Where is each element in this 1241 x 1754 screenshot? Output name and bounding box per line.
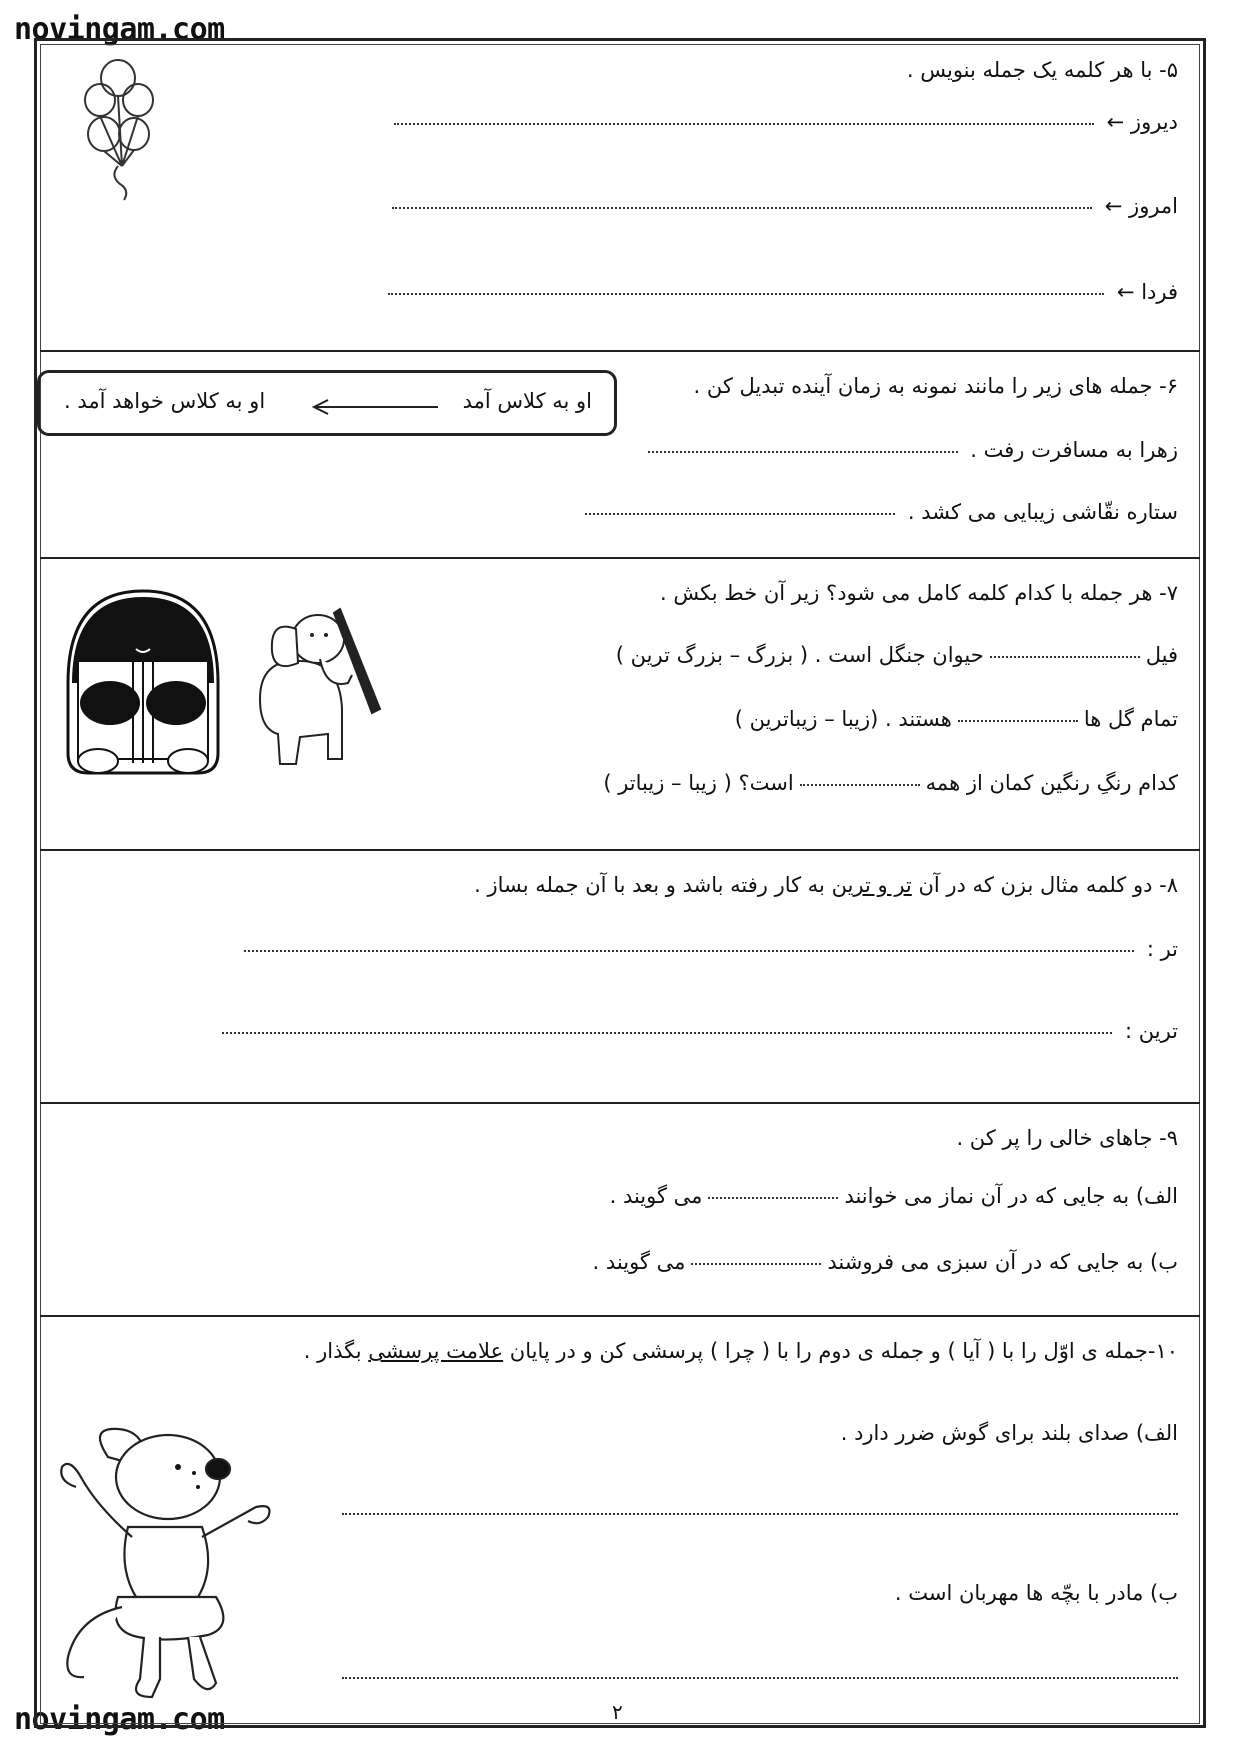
question-6	[40, 352, 1200, 559]
q9-text: می گویند .	[592, 1250, 686, 1274]
answer-line[interactable]	[244, 949, 1134, 952]
q7-text: تمام گل ها	[1083, 707, 1178, 731]
q8-line-2	[216, 1019, 1178, 1043]
blank[interactable]	[708, 1196, 838, 1199]
q8-title-part: ۸- دو کلمه مثال بزن که در آن	[911, 873, 1178, 897]
q7-title: ۷- هر جمله با کدام کلمه کامل می شود؟ زیر آن خط بکش .	[660, 581, 1178, 605]
q10-title	[304, 1339, 1178, 1363]
long-arrow-icon	[310, 399, 440, 415]
q7-text: کدام رنگِ رنگین کمان از همه	[925, 771, 1178, 795]
q7-text: فیل	[1145, 643, 1178, 667]
question-9	[40, 1104, 1200, 1317]
answer-line[interactable]	[388, 292, 1104, 295]
q7-text: است؟ ( زیبا – زیباتر )	[603, 771, 794, 795]
question-7	[40, 559, 1200, 851]
q5-line-1	[388, 110, 1178, 134]
q6-sentence-1: زهرا به مسافرت رفت .	[970, 438, 1178, 462]
answer-line[interactable]	[342, 1677, 1178, 1679]
watermark-top: novingam.com	[14, 12, 225, 47]
q9-text: می گویند .	[609, 1184, 703, 1208]
q5-line-2	[386, 194, 1178, 218]
q6-title: ۶- جمله های زیر را مانند نمونه به زمان آینده تبدیل کن .	[693, 374, 1178, 398]
q6-example-box	[37, 370, 617, 436]
q10-sentence-2: ب) مادر با بچّه ها مهربان است .	[894, 1581, 1178, 1605]
q6-line-1	[642, 438, 1178, 462]
q10-title-part: ۱۰-جمله ی اوّل را با ( آیا ) و جمله ی دوم را با ( چرا ) پرسشی کن و در پایان	[503, 1339, 1178, 1363]
q9-line-1	[610, 1184, 1178, 1208]
q5-title: ۵- با هر کلمه یک جمله بنویس .	[906, 58, 1178, 82]
q8-label-1: تر :	[1146, 937, 1178, 961]
q9-title: ۹- جاهای خالی را پر کن .	[956, 1126, 1178, 1150]
q8-line-1	[238, 937, 1178, 961]
blank[interactable]	[958, 719, 1078, 722]
answer-line[interactable]	[394, 122, 1094, 125]
q7-line-2	[735, 707, 1178, 731]
arrow-icon: ←	[1116, 280, 1135, 304]
answer-line[interactable]	[392, 206, 1092, 209]
q7-text: هستند . (زیبا – زیباترین )	[734, 707, 952, 731]
q5-label-2: امروز	[1129, 194, 1178, 218]
q10-title-part: بگذار .	[303, 1339, 369, 1363]
q8-label-2: ترین :	[1124, 1019, 1178, 1043]
q6-example-left: او به کلاس آمد	[462, 389, 592, 413]
q6-sentence-2: ستاره نقّاشی زیبایی می کشد .	[907, 500, 1178, 524]
question-5	[40, 44, 1200, 352]
q8-title-part: به کار رفته باشد و بعد با آن جمله بساز .	[474, 873, 832, 897]
q7-text: حیوان جنگل است . ( بزرگ – بزرگ ترین )	[615, 643, 984, 667]
elephant-writing-illustration	[230, 599, 390, 789]
q5-label-3: فردا	[1141, 280, 1178, 304]
q6-example-right: او به کلاس خواهد آمد .	[64, 389, 266, 413]
q5-line-3	[382, 280, 1178, 304]
q10-title-underlined: علامت پرسشی	[368, 1339, 504, 1363]
question-10	[40, 1317, 1200, 1717]
q6-line-2	[579, 500, 1178, 524]
blank[interactable]	[800, 783, 920, 786]
arrow-icon: ←	[1106, 110, 1125, 134]
watermark-bottom: novingam.com	[14, 1702, 225, 1737]
q7-line-3	[603, 771, 1178, 795]
balloons-illustration	[78, 56, 170, 206]
q10-sentence-1: الف) صدای بلند برای گوش ضرر دارد .	[840, 1421, 1178, 1445]
q7-line-1	[616, 643, 1178, 667]
answer-line[interactable]	[222, 1031, 1112, 1034]
answer-line[interactable]	[648, 450, 958, 453]
arrow-icon: ←	[1104, 194, 1123, 218]
q8-title-underlined: تر و ترین	[831, 873, 912, 897]
penguin-reading-illustration	[58, 583, 228, 783]
blank[interactable]	[990, 655, 1140, 658]
question-8	[40, 851, 1200, 1104]
q8-title	[474, 873, 1178, 897]
answer-line[interactable]	[342, 1513, 1178, 1515]
q9-text: الف) به جایی که در آن نماز می خوانند	[844, 1184, 1178, 1208]
answer-line[interactable]	[585, 512, 895, 515]
mouse-illustration	[48, 1417, 278, 1707]
page-number: ۲	[612, 1700, 623, 1724]
q9-line-2	[593, 1250, 1178, 1274]
q5-label-1: دیروز	[1130, 110, 1178, 134]
blank[interactable]	[691, 1262, 821, 1265]
q9-text: ب) به جایی که در آن سبزی می فروشند	[827, 1250, 1178, 1274]
